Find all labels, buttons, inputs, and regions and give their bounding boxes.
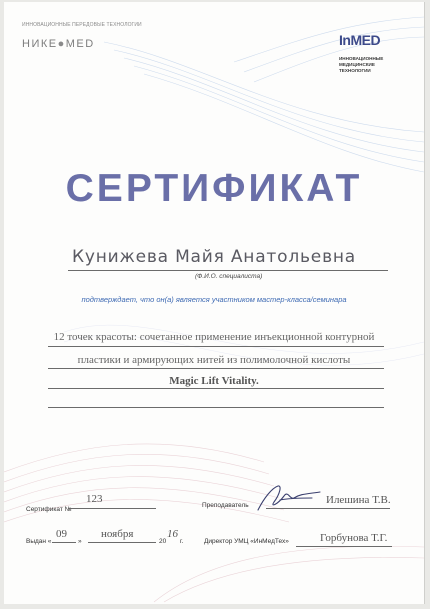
inmed-sub-line1: ИННОВАЦИОННЫЕ	[339, 56, 384, 61]
teacher-underline	[266, 508, 390, 509]
teacher-name: Илешина Т.В.	[326, 494, 391, 506]
nikemed-tagline: ИННОВАЦИОННЫЕ ПЕРЕДОВЫЕ ТЕХНОЛОГИИ	[22, 22, 142, 28]
inmed-logo-block	[339, 32, 401, 84]
issued-year-end: г.	[180, 538, 184, 545]
inmed-logo-part2: MED	[350, 32, 381, 48]
certificate-page	[4, 2, 425, 604]
inmed-subtitle	[339, 56, 401, 74]
nikemed-logo-part2: MED	[65, 38, 95, 50]
logo-dot-icon: ●	[57, 38, 66, 50]
issued-mid: »	[78, 538, 82, 545]
cert-number: 123	[86, 493, 103, 505]
issued-day: 09	[56, 528, 67, 540]
director-name: Горбунова Т.Г.	[320, 532, 388, 544]
nikemed-logo-part1: НИКЕ	[22, 38, 58, 50]
issued-year-suffix: 16	[167, 528, 178, 540]
course-line-1: 12 точек красоты: сочетанное применение инъекционной контурной	[53, 331, 375, 343]
issued-month: ноября	[101, 528, 134, 540]
name-underline	[68, 270, 388, 271]
course-underline-2	[48, 368, 384, 369]
inmed-logo-part1: In	[339, 32, 351, 48]
confirmation-text: подтверждает, что он(а) является участником мастер-класса/семинара	[81, 295, 347, 304]
inmed-sub-line2: МЕДИЦИНСКИЕ ТЕХНОЛОГИИ	[339, 62, 375, 73]
issued-day-underline	[52, 542, 76, 543]
recipient-name: Кунижева Майя Анатольевна	[71, 247, 357, 267]
issued-label: Выдан «	[26, 538, 52, 545]
course-line-2: пластики и армирующих нитей из полимолочной кислоты	[77, 354, 351, 366]
teacher-signature-icon	[250, 480, 330, 516]
name-caption: (Ф.И.О. специалиста)	[195, 273, 263, 280]
issued-month-underline	[88, 542, 156, 543]
inmed-logo	[339, 32, 380, 48]
teacher-label: Преподаватель	[202, 502, 249, 509]
director-underline	[296, 546, 392, 547]
issued-year-prefix: 20	[159, 538, 167, 545]
course-underline-1	[48, 346, 384, 347]
course-underline-4	[48, 407, 384, 408]
course-underline-3	[48, 388, 384, 389]
cert-number-label: Сертификат №	[26, 506, 72, 513]
nikemed-logo	[22, 38, 95, 50]
certificate-title: СЕРТИФИКАТ	[65, 167, 363, 210]
director-label: Директор УМЦ «ИнМедТех»	[204, 538, 289, 545]
cert-number-underline	[68, 508, 156, 509]
course-line-3: Magic Lift Vitality.	[169, 375, 259, 387]
